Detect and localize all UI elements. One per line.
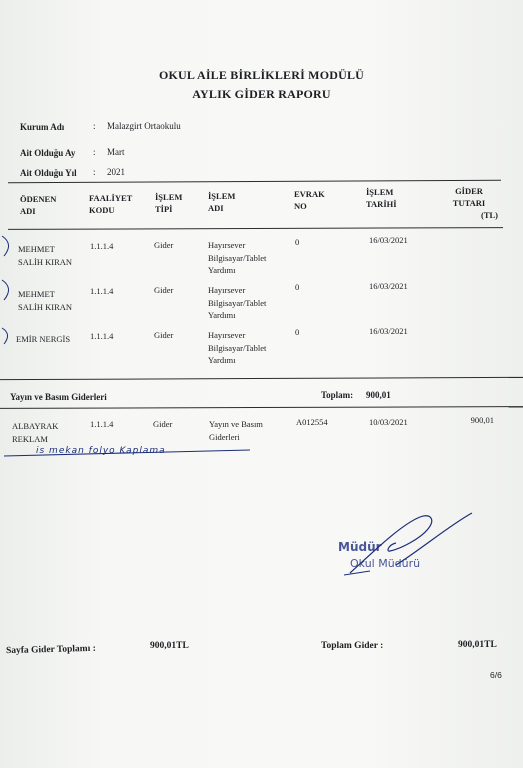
section-bottom-rule	[0, 406, 523, 409]
row-desc: Yayın ve Basım Giderleri	[209, 419, 263, 442]
kurum-value: Malazgirt Ortaokulu	[107, 121, 181, 131]
row-desc: Hayırsever Bilgisayar/Tablet Yardımı	[208, 240, 267, 275]
row-desc: Hayırsever Bilgisayar/Tablet Yardımı	[208, 330, 267, 365]
handwritten-note: is mekan folyo Kaplama	[36, 446, 166, 456]
row-code: 1.1.1.4	[90, 286, 114, 296]
ay-colon: :	[93, 147, 96, 157]
row-evrak: 0	[295, 282, 300, 292]
row-evrak: A012554	[296, 417, 328, 427]
row-code: 1.1.1.4	[90, 331, 114, 341]
ay-label: Ait Olduğu Ay	[20, 148, 76, 158]
ay-value: Mart	[107, 147, 125, 157]
row-type: Gider	[154, 240, 174, 250]
col-header-islem-tipi: İŞLEM TİPİ	[155, 192, 183, 214]
yil-value: 2021	[107, 167, 125, 177]
stamp-title: Müdür	[338, 540, 382, 554]
margin-pen-marks	[0, 230, 30, 360]
section-total-label: Toplam:	[321, 390, 354, 400]
yil-label: Ait Olduğu Yıl	[20, 168, 77, 178]
col-header-evrak: EVRAK NO	[294, 189, 325, 211]
row-type: Gider	[154, 330, 174, 340]
col-header-islem-adi: İŞLEM ADI	[208, 191, 236, 213]
page-number: 6/6	[490, 670, 502, 680]
page-total-label: Sayfa Gider Toplamı :	[5, 643, 96, 657]
yil-colon: :	[93, 167, 96, 177]
header-bottom-rule	[8, 227, 503, 230]
section-total-value: 900,01	[366, 390, 391, 400]
stamp-subtitle: Okul Müdürü	[350, 557, 421, 570]
row-date: 16/03/2021	[369, 281, 408, 291]
row-name: ALBAYRAK REKLAM	[12, 421, 59, 444]
page-total-value: 900,01TL	[150, 641, 189, 651]
section-top-rule	[0, 377, 523, 380]
row-date: 16/03/2021	[369, 326, 408, 336]
header-top-rule	[8, 180, 501, 184]
row-name: MEHMET SALİH KIRAN	[18, 289, 73, 312]
row-desc: Hayırsever Bilgisayar/Tablet Yardımı	[208, 285, 267, 320]
row-amount: 900,01	[470, 415, 494, 425]
row-date: 10/03/2021	[369, 417, 408, 427]
row-type: Gider	[153, 419, 173, 429]
row-evrak: 0	[295, 237, 300, 247]
report-subtitle: AYLIK GİDER RAPORU	[192, 87, 331, 101]
grand-total-value: 900,01TL	[458, 640, 497, 650]
section-name: Yayın ve Basım Giderleri	[10, 392, 107, 402]
row-code: 1.1.1.4	[90, 241, 114, 251]
grand-total-label: Toplam Gider :	[321, 641, 384, 651]
col-header-tutar: GİDER TUTARI (TL)	[452, 186, 498, 220]
row-code: 1.1.1.4	[90, 419, 114, 429]
signature	[330, 505, 480, 595]
row-name: MEHMET SALİH KIRAN	[18, 244, 73, 267]
col-header-tarih: İŞLEM TARİHİ	[366, 187, 397, 209]
col-header-faaliyet: FAALİYET KODU	[89, 193, 133, 215]
col-header-odenen: ÖDENEN ADI	[20, 194, 57, 216]
report-title: OKUL AİLE BİRLİKLERİ MODÜLÜ	[158, 68, 365, 82]
kurum-label: Kurum Adı	[20, 122, 65, 132]
row-name: EMİR NERGİS	[16, 334, 71, 344]
row-evrak: 0	[295, 327, 300, 337]
row-date: 16/03/2021	[369, 235, 408, 245]
row-type: Gider	[154, 285, 174, 295]
kurum-colon: :	[93, 121, 96, 131]
